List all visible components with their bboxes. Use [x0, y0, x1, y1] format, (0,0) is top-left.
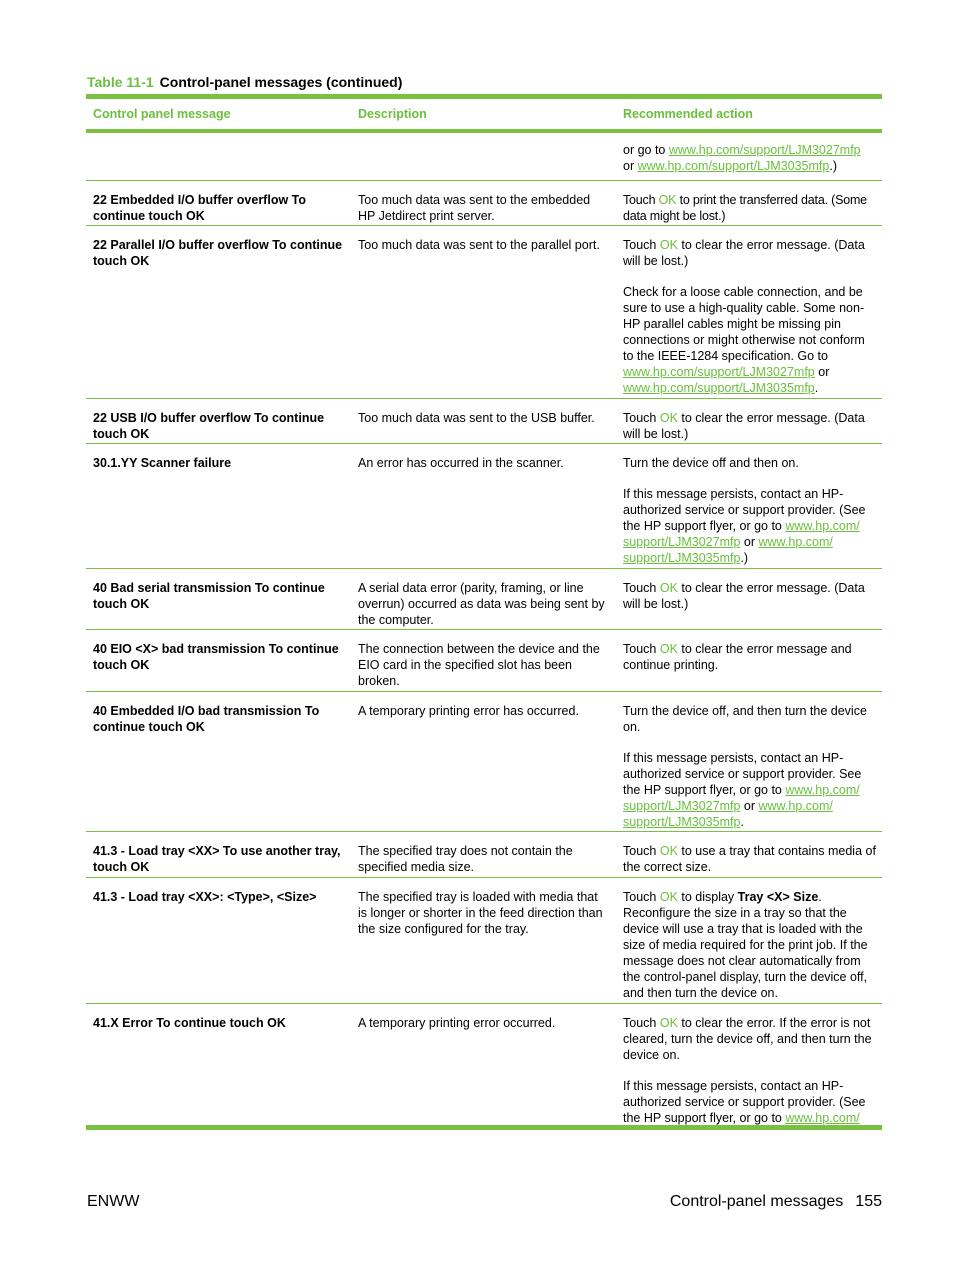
table-row [86, 630, 882, 692]
description-cell: Too much data was sent to the parallel port. [358, 238, 600, 252]
action-cell: Touch OK to clear the error. If the error is not cleared, turn the device off, and then turn the device on. If this message persists, contact an HP-authorized service or support provider. (See the HP support flyer, or go to www.hp.com/ [623, 1016, 872, 1125]
link-hp-com[interactable]: www.hp.com/ [785, 1111, 860, 1125]
ok-keyword: OK [659, 642, 678, 656]
message-cell: 30.1.YY Scanner failure [93, 456, 232, 470]
action-cell: or go to www.hp.com/support/LJM3027mfp or www.hp.com/support/LJM3035mfp.) [623, 143, 861, 173]
footer-enww: ENWW [87, 1193, 140, 1210]
table-row [86, 692, 882, 832]
link-ljm3035mfp[interactable]: www.hp.com/ support/LJM3035mfp [623, 535, 833, 565]
header-control-panel-message: Control panel message [93, 107, 231, 121]
message-cell: 41.X Error To continue touch OK [93, 1016, 286, 1030]
table-row [86, 399, 882, 444]
description-cell: A temporary printing error has occurred. [358, 704, 579, 718]
description-cell: The connection between the device and the EIO card in the specified slot has been broken. [358, 642, 600, 688]
description-cell: An error has occurred in the scanner. [358, 456, 564, 470]
header-recommended-action: Recommended action [623, 107, 753, 121]
ok-keyword: OK [659, 1016, 678, 1030]
message-cell: 41.3 - Load tray <XX> To use another tray, touch OK [93, 844, 341, 874]
ok-keyword: OK [658, 193, 677, 207]
description-cell: Too much data was sent to the embedded HP Jetdirect print server. [358, 193, 591, 223]
table-row [86, 181, 882, 226]
message-cell: 40 Bad serial transmission To continue touch OK [93, 581, 325, 611]
action-cell: Touch OK to clear the error message. (Data will be lost.) [623, 581, 865, 611]
action-cell: Turn the device off, and then turn the device on. If this message persists, contact an HP-authorized service or support provider. See the HP support flyer, or go to www.hp.com/ support/LJM3027mfp or www.hp.com/ support/LJM3035mfp. [623, 704, 867, 829]
link-ljm3035mfp[interactable]: www.hp.com/support/LJM3035mfp [637, 159, 830, 173]
footer-section [670, 1193, 882, 1211]
message-cell: 22 Parallel I/O buffer overflow To continue touch OK [93, 238, 343, 268]
link-ljm3035mfp[interactable]: www.hp.com/support/LJM3035mfp [623, 381, 815, 395]
description-cell: A temporary printing error occurred. [358, 1016, 556, 1030]
link-ljm3027mfp[interactable]: www.hp.com/support/LJM3027mfp [668, 143, 861, 157]
messages-table [86, 94, 882, 1130]
header-description: Description [358, 107, 427, 121]
table-row [86, 1004, 882, 1125]
description-cell: The specified tray is loaded with media that is longer or shorter in the feed direction than the size configured for the tray. [358, 890, 603, 936]
message-cell: 40 Embedded I/O bad transmission To continue touch OK [93, 704, 320, 734]
table-header-row [86, 99, 882, 133]
action-cell: Touch OK to use a tray that contains media of the correct size. [623, 844, 876, 874]
table-row [86, 832, 882, 878]
message-cell: 40 EIO <X> bad transmission To continue touch OK [93, 642, 339, 672]
link-ljm3027mfp[interactable]: www.hp.com/support/LJM3027mfp [623, 365, 815, 379]
table-number: Table 11-1 [87, 74, 154, 90]
action-cell: Touch OK to print the transferred data. (Some data might be lost.) [623, 193, 867, 223]
ok-keyword: OK [659, 581, 678, 595]
action-cell: Touch OK to clear the error message. (Data will be lost.) [623, 411, 865, 441]
table-row [86, 226, 882, 399]
tray-size-label: Tray <X> Size [737, 890, 819, 904]
description-cell: Too much data was sent to the USB buffer. [358, 411, 595, 425]
message-cell: 41.3 - Load tray <XX>: <Type>, <Size> [93, 890, 317, 904]
action-cell: Touch OK to clear the error message and continue printing. [623, 642, 852, 672]
table-caption [87, 74, 402, 90]
ok-keyword: OK [659, 238, 678, 252]
message-cell: 22 Embedded I/O buffer overflow To continue touch OK [93, 193, 306, 223]
description-cell: The specified tray does not contain the specified media size. [358, 844, 573, 874]
ok-keyword: OK [659, 411, 678, 425]
ok-keyword: OK [659, 844, 678, 858]
footer-section-title: Control-panel messages [669, 1193, 844, 1210]
action-cell: Touch OK to display Tray <X> Size. Reconfigure the size in a tray so that the device will use a tray that is loaded with the size of media required for the print job. If the message does not clear automatically from the control-panel display, turn the device off, and then turn the device on. [623, 890, 868, 1000]
ok-keyword: OK [659, 890, 678, 904]
table-row [86, 569, 882, 630]
link-ljm3027mfp[interactable]: www.hp.com/ support/LJM3027mfp [623, 783, 860, 813]
table-title: Control-panel messages (continued) [159, 74, 403, 90]
page-number: 155 [855, 1193, 882, 1210]
message-cell: 22 USB I/O buffer overflow To continue touch OK [93, 411, 325, 441]
action-cell: Touch OK to clear the error message. (Data will be lost.) Check for a loose cable connection, and be sure to use a high-quality cable. Some non-HP parallel cables might be missing pin connections or might otherwise not conform to the IEEE-1284 specification. Go to www.hp.com/support/LJM3027mfp or www.hp.com/support/LJM3035mfp. [623, 238, 865, 395]
table-row [86, 878, 882, 1004]
table-row [86, 133, 882, 181]
action-cell: Turn the device off and then on. If this message persists, contact an HP-authorized service or support provider. (See the HP support flyer, or go to www.hp.com/ support/LJM3027mfp or www.hp.com/ support/LJM3035mfp.) [623, 456, 866, 565]
table-row [86, 444, 882, 569]
description-cell: A serial data error (parity, framing, or line overrun) occurred as data was being sent by the computer. [358, 581, 605, 627]
link-ljm3035mfp[interactable]: www.hp.com/ support/LJM3035mfp [623, 799, 833, 829]
link-ljm3027mfp[interactable]: www.hp.com/ support/LJM3027mfp [623, 519, 860, 549]
